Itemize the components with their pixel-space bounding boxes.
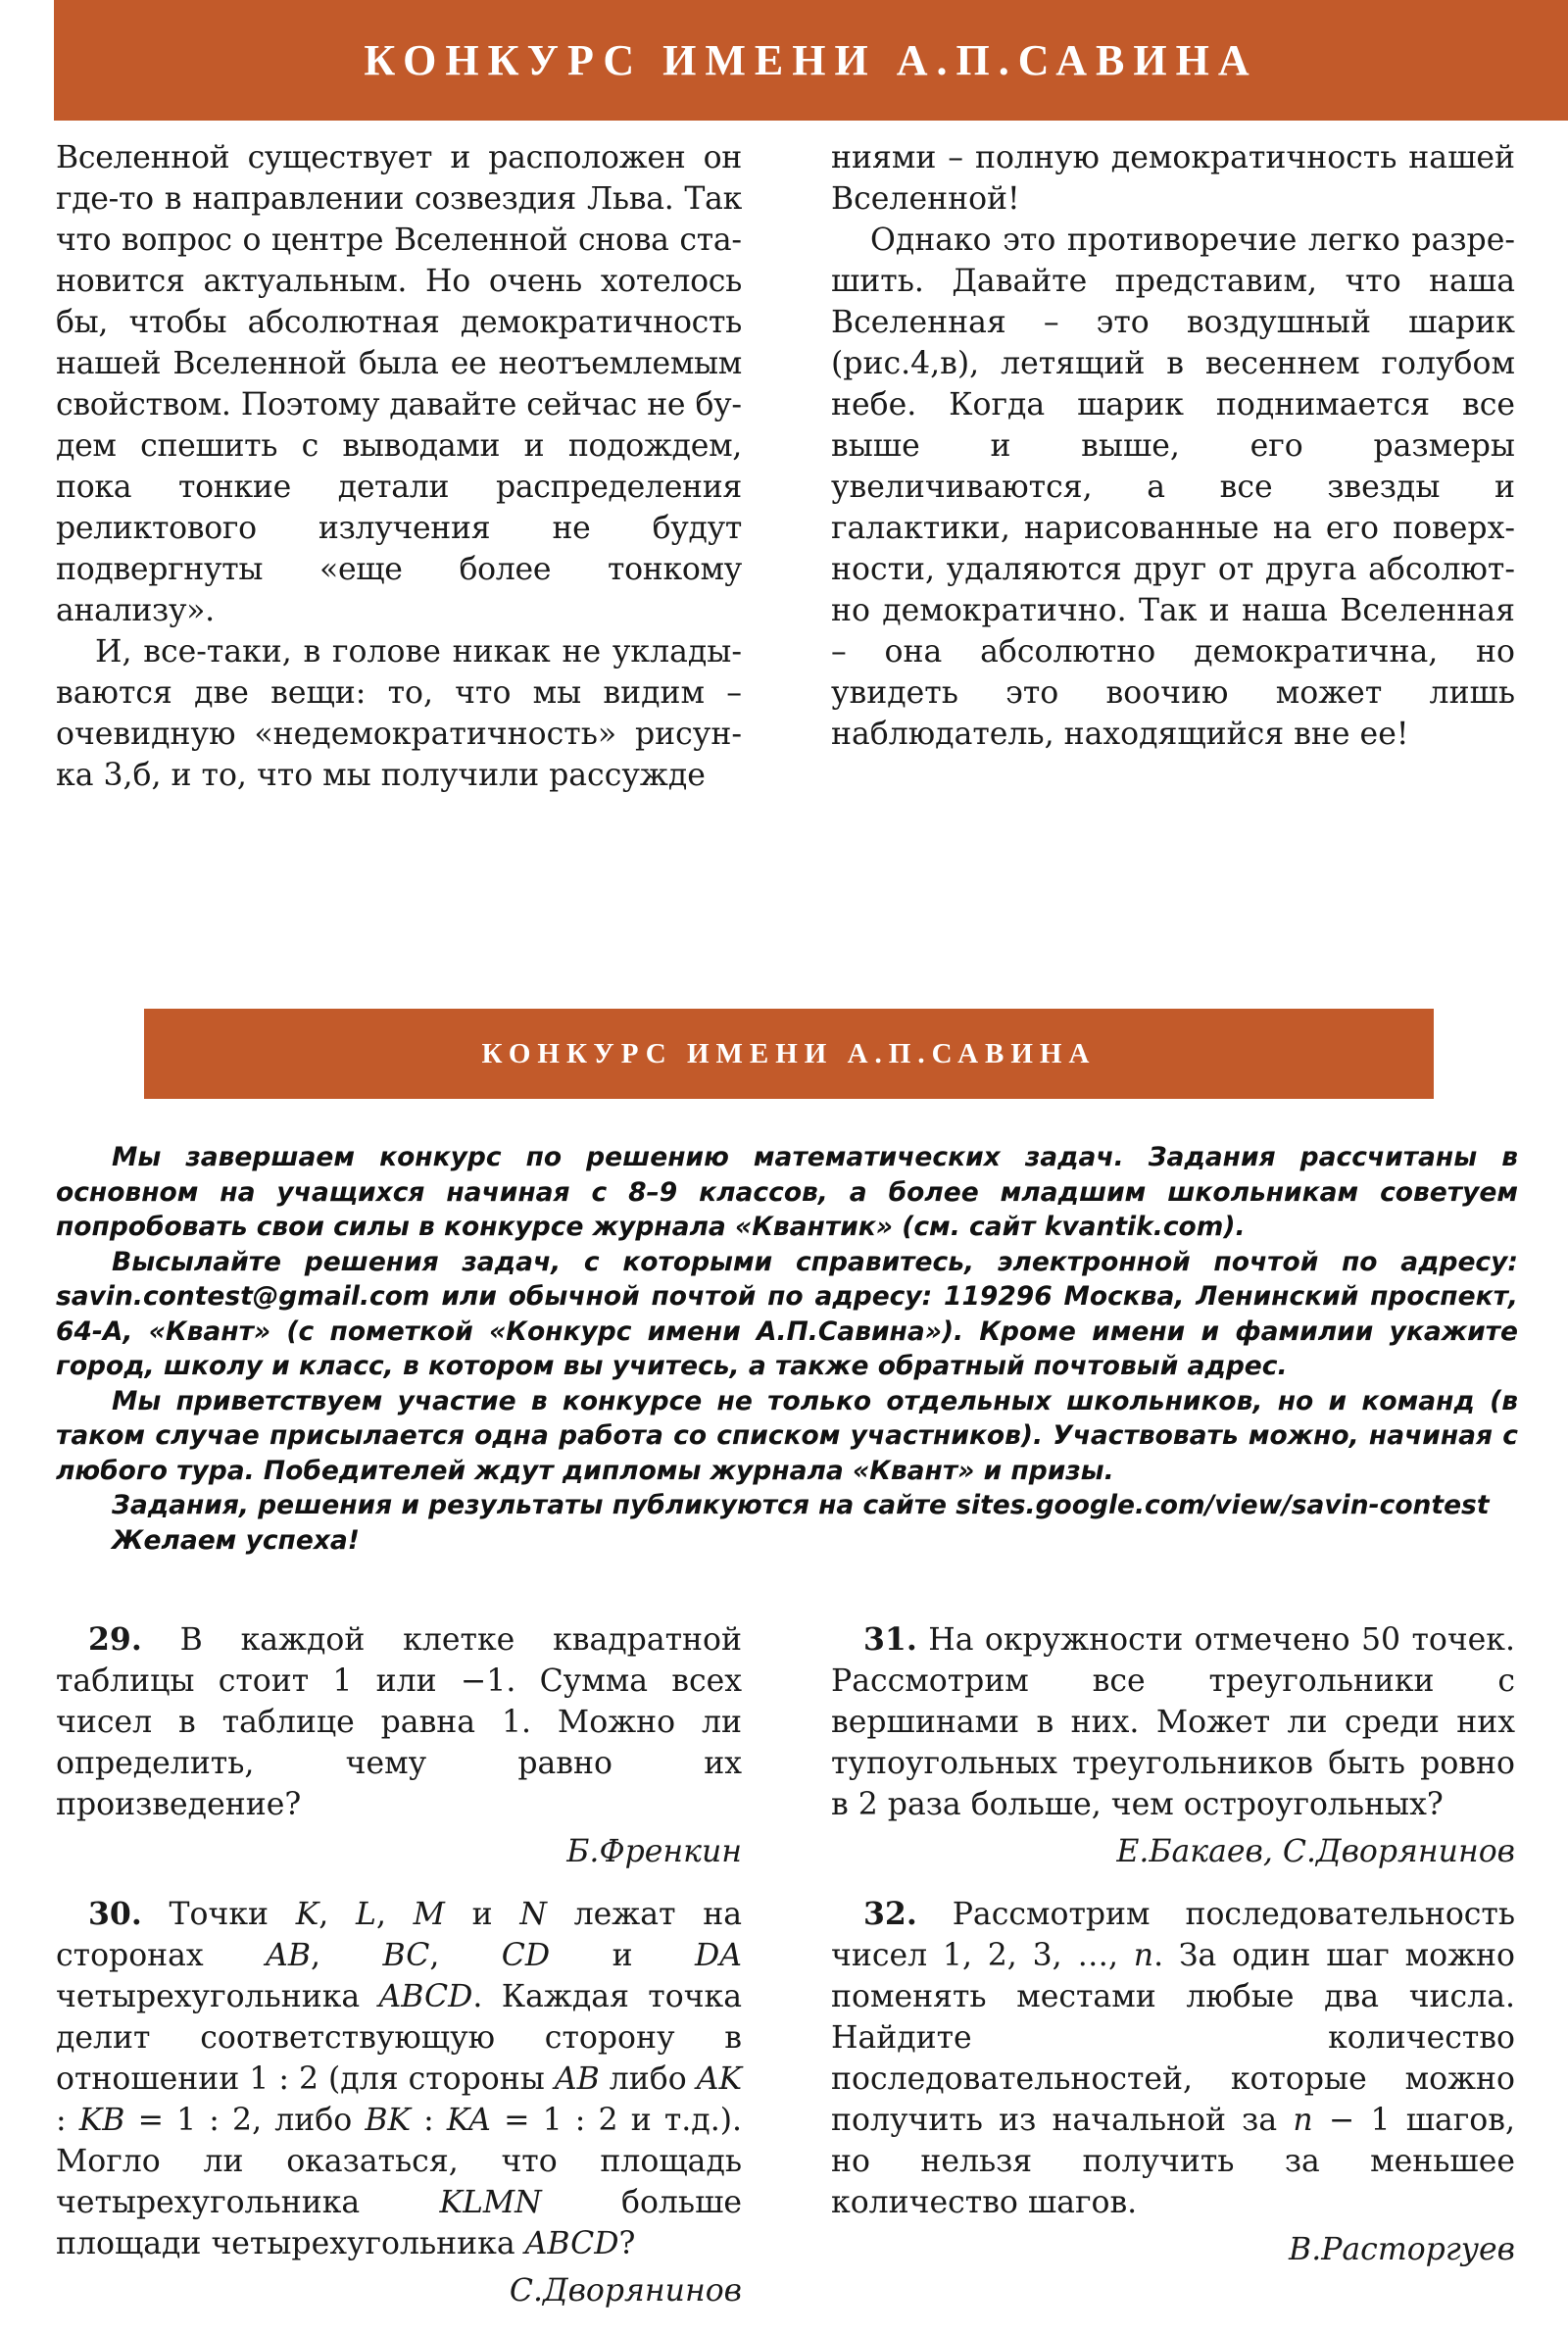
math-var: ABCD (378, 1979, 473, 2014)
math-var: n (1133, 1938, 1154, 1973)
problem-text: , (318, 1897, 357, 1932)
math-var: AB (266, 1938, 312, 1973)
article-paragraph: ниями – полную демократичность нашей Вселенной! (831, 140, 1515, 217)
problem-text: , (375, 1897, 414, 1932)
math-var: AK (696, 2061, 742, 2097)
problem-text: лежат на сторонах (56, 1897, 742, 1973)
contest-intro (56, 1140, 1518, 1558)
intro-paragraph: Мы приветствуем участие в конкурсе не только отдельных школьников, но и команд (в таком случае присылается одна работа со списком участников). Участвовать можно, начиная с любого тура. Победителей ждут дипломы журнала «Квант» и призы. (56, 1385, 1518, 1486)
math-var: BC (382, 1938, 430, 1973)
math-var: ABCD (524, 2226, 619, 2261)
problem-text: . За один шаг можно поменять местами любые два числа. Найдите количество последовательностей, которые можно получить из начальной за (831, 1938, 1516, 2138)
math-var: BK (365, 2103, 412, 2138)
math-var: AB (554, 2061, 600, 2097)
math-var: CD (501, 1938, 551, 1973)
math-var: n (1293, 2103, 1313, 2138)
problem-text: , (311, 1938, 383, 1973)
problem-text: : (411, 2103, 447, 2138)
intro-paragraph: Высылайте решения задач, с которыми справитесь, электронной почтой по адресу: savin.contest@gmail.com или обычной почтой по адресу: 119296 Москва, Ленинский проспект, 64-А, «Квант» (с пометкой «Конкурс имени А.П.Савина»). Кроме имени и фамилии укажите город, школу и класс, в котором вы учитесь, а также обратный почтовый адрес. (56, 1246, 1518, 1381)
problem-text: либо (599, 2061, 697, 2097)
contest-title-band (144, 1009, 1434, 1099)
problem-text: . Каждая точка делит соответствующую сторону в отношении 1 : 2 (для стороны (56, 1979, 742, 2097)
problem-text: Рассмотрим последовательность чисел 1, 2, 3, …, (831, 1897, 1515, 1973)
problem-author: В.Расторгуев (1289, 2232, 1515, 2267)
intro-paragraph: Желаем успеха! (112, 1524, 360, 1556)
math-var: N (519, 1897, 547, 1932)
math-var: KLMN (439, 2185, 542, 2220)
problem-text: Точки (169, 1897, 296, 1932)
problems-left-column (56, 1619, 742, 2333)
problem-author: С.Дворянинов (509, 2273, 742, 2308)
problem-text: = 1 : 2 и т.д.). Могло ли оказаться, что площадь четырехугольника (56, 2103, 743, 2220)
problem-text: четырехугольника (56, 1979, 379, 2014)
contest-title: КОНКУРС ИМЕНИ А.П.САВИНА (481, 1037, 1097, 1069)
math-var: KB (78, 2103, 125, 2138)
problem-31 (831, 1619, 1515, 1872)
problem-number: 31. (863, 1621, 917, 1658)
problem-text: и (550, 1938, 696, 1973)
problem-text: ? (618, 2226, 636, 2261)
math-var: M (413, 1897, 445, 1932)
math-var: DA (695, 1938, 743, 1973)
problem-text: , (429, 1938, 502, 1973)
problem-text: больше площади четырехугольника (56, 2185, 743, 2261)
article-left-column (56, 137, 742, 796)
article-paragraph: И, все-таки, в голове никак не укладываются две вещи: то, что мы видим – очевидную «недемократичность» рисунка 3,б, и то, что мы получили рассужде (56, 634, 742, 793)
problem-text: В каждой клетке квадратной таблицы стоит 1 или −1. Сумма всех чисел в таблице равна 1. Можно ли определить, чему равно их произведение? (56, 1622, 742, 1822)
math-var: KA (446, 2103, 491, 2138)
problem-number: 29. (88, 1621, 142, 1658)
problem-30 (56, 1894, 742, 2311)
problem-29 (56, 1619, 742, 1872)
problems-right-column (831, 1619, 1515, 2292)
intro-paragraph: Задания, решения и результаты публикуются на сайте sites.google.com/view/savin-contest (112, 1490, 1490, 1520)
article-paragraph: Вселенной существует и расположен он где-то в направлении созвездия Льва. Так что вопрос о центре Вселенной снова становится актуальным. Но очень хотелось бы, чтобы абсолютная демократичность нашей Вселенной была ее неотъемлемым свойством. Поэтому давайте сейчас не будем спешить с выводами и подождем, пока тонкие детали распределения реликтового излучения не будут подвергнуты «еще более тонкому анализу». (56, 140, 742, 628)
problem-text: = 1 : 2, либо (124, 2103, 366, 2138)
problem-32 (831, 1894, 1515, 2270)
problem-number: 32. (863, 1896, 917, 1932)
problem-text: − 1 шагов, но нельзя получить за меньшее количество шагов. (831, 2103, 1515, 2220)
problem-author: Б.Френкин (566, 1834, 742, 1869)
problem-text: : (56, 2103, 79, 2138)
problem-author: Е.Бакаев, С.Дворянинов (1116, 1834, 1515, 1869)
intro-paragraph: Мы завершаем конкурс по решению математических задач. Задания рассчитаны в основном на учащихся начиная с 8–9 классов, а более младшим школьникам советуем попробовать свои силы в конкурсе журнала «Квантик» (см. сайт kvantik.com). (56, 1142, 1518, 1242)
math-var: K (295, 1897, 319, 1932)
article-paragraph: Однако это противоречие легко разрешить. Давайте представим, что наша Вселенная – это воздушный шарик (рис.4,в), летящий в весеннем голубом небе. Когда шарик поднимается все выше и выше, его размеры увеличиваются, а все звезды и галактики, нарисованные на его поверхности, удаляются друг от друга абсолютно демократично. Так и наша Вселенная – она абсолютно демократична, но увидеть это воочию может лишь наблюдатель, находящийся вне ее! (831, 223, 1515, 752)
article-right-column (831, 137, 1515, 755)
problem-text: и (444, 1897, 520, 1932)
header-title: КОНКУРС ИМЕНИ А.П.САВИНА (364, 36, 1258, 84)
math-var: L (356, 1897, 376, 1932)
page-header (54, 0, 1568, 121)
problem-text: На окружности отмечено 50 точек. Рассмотрим все треугольники с вершинами в них. Может ли среди них тупоугольных треугольников быть ровно в 2 раза больше, чем остроугольных? (831, 1622, 1515, 1822)
problem-number: 30. (88, 1896, 142, 1932)
